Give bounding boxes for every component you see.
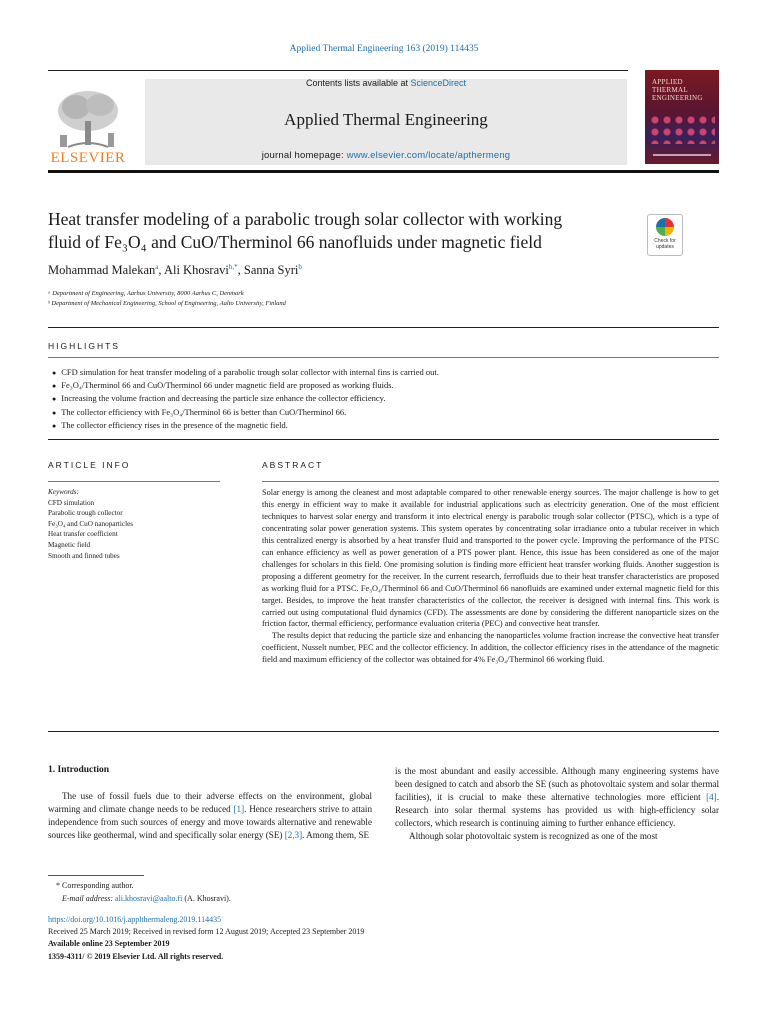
keyword: CFD simulation — [48, 498, 95, 507]
abstract-paragraph: Solar energy is among the cleanest and most adaptable compared to other renewable energy sources. The major challenge is how to get this energy in efficient way to make it available for industrial applications such as electricity generation. One of the most efficient techniques to harvest solar energy and transform it into electrical energy is parabolic trough solar collector (PTSC), which is a type of concentrating solar power generation systems. This system operates by concentrating solar irradiance onto a tubular receiver in which this centralized energy is absorbed by a heat transfer fluid and transported to the power cycle. Improving the performance of the PTSC can enhance efficiency as well as power generation of a PTS power plant. Hence, this issue has been considered as one of the major challenges for scholars in this field. One promising solution is finding more efficient heat transfer working fluids. Another suggestion is proposing a different geometry for the receiver. In the current research, ferrofluids due to their heat transfer characteristics are proposed as working fluid for a PTSC. Fe₃O₄/Therminol 66 and CuO/Therminol 66 nanofluids are examined under external magnetic field for this target. Besides, to improve the heat transfer characteristics of the collector, the receiver is designed with internal fins. This work is carried out using computational fluid dynamics (CFD). The assessments are done by considering the different nanoparticle sizes on the friction factor, thermal efficiency, performance evaluation criteria (PEC) and convective heat transfer. — [262, 488, 719, 629]
keywords-block — [48, 487, 133, 561]
article-info-heading: ARTICLE INFO — [48, 460, 131, 470]
available-online: Available online 23 September 2019 — [48, 939, 170, 948]
reference-link[interactable]: [1] — [233, 804, 245, 815]
body-paragraph: Although solar photovoltaic system is recognized as one of the most — [409, 831, 658, 842]
intro-right-column — [395, 765, 719, 844]
corresponding-author-note: * Corresponding author. — [56, 881, 134, 890]
article-title: Heat transfer modeling of a parabolic trough solar collector with working fluid of Fe₃O₄ and CuO/Therminol 66 nanofluids under magnetic field — [48, 209, 563, 252]
author-name[interactable]: Mohammad Malekan — [48, 263, 156, 278]
highlight-item: ● The collector efficiency with Fe₃O₄/Therminol 66 is better than CuO/Therminol 66. — [52, 406, 439, 419]
keywords-label: Keywords: — [48, 488, 79, 496]
copyright-line: 1359-4311/ © 2019 Elsevier Ltd. All rights reserved. — [48, 952, 224, 961]
header-bottom-rule — [48, 170, 719, 173]
author-name[interactable]: Ali Khosravi — [163, 263, 229, 278]
abstract-text — [262, 487, 719, 666]
abstract-paragraph: The results depict that reducing the particle size and enhancing the nanoparticles volume fraction increase the convective heat transfer coefficient, Nusselt number, PEC and the collector efficiency. In addition, the collector efficiency rises in the attendance of the magnetic field and maximum efficiency of the collector was obtained for 4% Fe₃O₄/Therminol 66 working fluid. — [262, 631, 719, 665]
divider — [48, 357, 719, 358]
reference-link[interactable]: [2,3] — [284, 830, 303, 841]
body-paragraph: The use of fossil fuels due to their adverse effects on the environment, global warming and climate change needs to be reduced [1]. Hence researchers strive to attain independence from such sources of energy and move towards alternative and renewable sources like geothermal, wind and specifically solar energy (SE) [2,3]. Among them, SE — [48, 791, 372, 841]
divider — [48, 327, 719, 328]
crossmark-icon — [656, 218, 674, 236]
email-link[interactable]: ali.khosravi@aalto.fi — [115, 894, 183, 903]
keyword: Magnetic field — [48, 540, 91, 549]
author-affiliation-mark[interactable]: b — [298, 263, 302, 271]
highlight-item: ● Increasing the volume fraction and decreasing the particle size enhance the collector efficiency. — [52, 392, 439, 405]
affiliation-a: ᵃ Department of Engineering, Aarhus University, 8000 Aarhus C, Denmark — [48, 290, 244, 297]
keyword: Parabolic trough collector — [48, 509, 123, 518]
elsevier-wordmark: ELSEVIER — [50, 150, 126, 166]
journal-homepage — [145, 150, 627, 161]
header-top-rule — [48, 70, 628, 71]
email-line: E-mail address: ali.khosravi@aalto.fi (A. Khosravi). — [62, 894, 231, 903]
journal-title: Applied Thermal Engineering — [284, 110, 488, 129]
cover-footer-bar — [653, 154, 711, 156]
highlight-item: ● Fe₃O₄/Therminol 66 and CuO/Therminol 66 under magnetic field are proposed as working fluids. — [52, 379, 439, 392]
received-dates: Received 25 March 2019; Received in revised form 12 August 2019; Accepted 23 September 2019 — [48, 927, 365, 936]
author-name[interactable]: Sanna Syri — [243, 263, 299, 278]
divider — [48, 731, 719, 732]
author-affiliation-mark[interactable]: a — [155, 263, 159, 271]
doi-link[interactable]: https://doi.org/10.1016/j.applthermaleng.2019.114435 — [48, 915, 222, 924]
contents-prefix: Contents lists available at — [305, 78, 411, 88]
sciencedirect-link[interactable]: ScienceDirect — [410, 78, 467, 88]
introduction-heading: 1. Introduction — [48, 765, 110, 775]
divider — [48, 439, 719, 440]
abstract-heading: ABSTRACT — [262, 460, 324, 470]
check-for-updates-badge[interactable]: Check for updates — [647, 214, 683, 256]
author-list: Mohammad Malekan$^a$, Ali Khosravi$^{b,*}$, Sanna Syri$^b$ — [48, 263, 302, 278]
highlight-item: ● CFD simulation for heat transfer modeling of a parabolic trough solar collector with internal fins is carried out. — [52, 366, 439, 379]
highlights-list — [52, 366, 439, 432]
affiliation-b: ᵇ Department of Mechanical Engineering, School of Engineering, Aalto University, Finland — [48, 300, 286, 307]
cover-title: APPLIED THERMAL ENGINEERING — [652, 78, 703, 102]
keyword: Fe₃O₄ and CuO nanoparticles — [48, 519, 134, 528]
keyword: Heat transfer coefficient — [48, 530, 118, 539]
highlight-item: ● The collector efficiency rises in the presence of the magnetic field. — [52, 419, 439, 432]
keyword: Smooth and finned tubes — [48, 551, 120, 560]
highlights-heading: HIGHLIGHTS — [48, 341, 120, 351]
homepage-prefix: journal homepage: — [261, 150, 347, 161]
contents-line — [145, 78, 627, 88]
author-affiliation-mark[interactable]: b,* — [228, 263, 238, 271]
journal-cover — [645, 70, 719, 164]
homepage-link[interactable]: www.elsevier.com/locate/apthermeng — [346, 150, 511, 161]
reference-link[interactable]: [4] — [706, 792, 717, 803]
divider — [262, 481, 719, 482]
body-paragraph: is the most abundant and easily accessible. Although many engineering systems have been designed to catch and absorb the SE (such as photovoltaic system and solar thermal facilities), it is crucial to make these alternative technologies more efficient [4]. Research into solar thermal systems has provided us with high-efficiency solar collectors, which research is continuing aiming to further enhance efficiency. — [395, 766, 719, 829]
footnote-rule — [48, 875, 144, 876]
divider — [48, 481, 220, 482]
journal-citation[interactable]: Applied Thermal Engineering 163 (2019) 114435 — [289, 44, 479, 54]
intro-left-column — [48, 790, 372, 842]
cover-pattern — [649, 114, 715, 144]
